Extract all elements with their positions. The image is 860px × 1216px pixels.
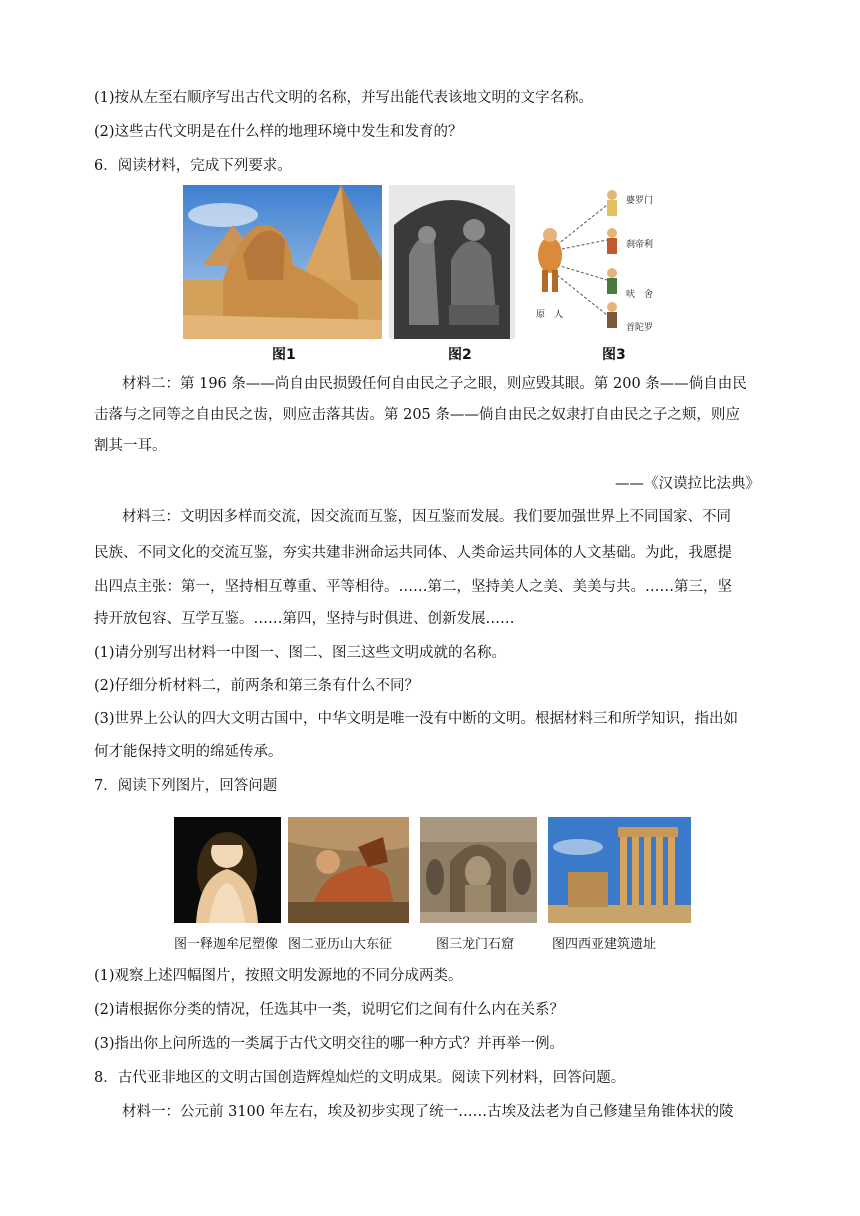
material2-line1: 材料二：第 196 条——尚自由民损毁任何自由民之子之眼，则应毁其眼。第 200 条——倘自由民 <box>122 376 747 392</box>
q5-part2: (2)这些古代文明是在什么样的地理环境中发生和发育的？ <box>94 124 463 140</box>
q6-part1: (1)请分别写出材料一中图一、图二、图三这些文明成就的名称。 <box>94 645 507 661</box>
caste-label-shudra: 首陀罗 <box>626 323 654 333</box>
longmen-grottoes-image <box>420 817 537 923</box>
figure-two-caption: 图二亚历山大东征 <box>288 937 393 952</box>
caste-label-kshatriya: 刹帝利 <box>626 240 654 250</box>
alexander-campaign-image <box>288 817 409 923</box>
figure-one-caption: 图一释迦牟尼塑像 <box>174 937 279 952</box>
material3-line3: 出四点主张：第一，坚持相互尊重、平等相待。……第二，坚持美人之美、美美与共。……第三，坚 <box>94 579 732 595</box>
material3-line4: 持开放包容、互学互鉴。……第四，坚持与时俱进、创新发展…… <box>94 611 515 627</box>
caste-label-brahmin: 婆罗门 <box>626 196 654 206</box>
figure-three-caption: 图三龙门石窟 <box>436 937 515 952</box>
q7-part1: (1)观察上述四幅图片，按照文明发源地的不同分成两类。 <box>94 968 463 984</box>
material2-line3: 割其一耳。 <box>94 438 167 454</box>
sphinx-pyramid-image <box>183 185 382 339</box>
material2-source: ——《汉谟拉比法典》 <box>615 476 760 492</box>
q8-heading: 8．古代亚非地区的文明古国创造辉煌灿烂的文明成果。阅读下列材料，回答问题。 <box>94 1070 626 1086</box>
q7-heading: 7．阅读下列图片，回答问题 <box>94 778 278 794</box>
q8-material1-line1: 材料一：公元前 3100 年左右，埃及初步实现了统一……古埃及法老为自己修建呈角锥体状的陵 <box>122 1104 734 1120</box>
q5-part1: (1)按从左至右顺序写出古代文明的名称，并写出能代表该地文明的文字名称。 <box>94 90 594 106</box>
q6-part3-line1: (3)世界上公认的四大文明古国中，中华文明是唯一没有中断的文明。根据材料三和所学知识，指出如 <box>94 711 739 727</box>
west-asia-ruins-image <box>548 817 691 923</box>
q7-part2: (2)请根据你分类的情况，任选其中一类，说明它们之间有什么内在关系？ <box>94 1002 565 1018</box>
caste-label-origin: 原 人 <box>536 310 564 320</box>
q6-heading: 6．阅读材料，完成下列要求。 <box>94 158 292 174</box>
material3-line1: 材料三：文明因多样而交流，因交流而互鉴，因互鉴而发展。我们要加强世界上不同国家、不同 <box>122 509 731 525</box>
figure3-caption: 图3 <box>602 347 626 363</box>
q7-part3: (3)指出你上问所选的一类属于古代文明交往的哪一种方式？并再举一例。 <box>94 1036 565 1052</box>
material2-line2: 击落与之同等之自由民之齿，则应击落其齿。第 205 条——倘自由民之奴隶打自由民之子之颊，则应 <box>94 407 740 423</box>
caste-label-vaishya: 吠 舍 <box>626 290 654 300</box>
hammurabi-stele-image <box>389 185 515 339</box>
q6-part2: (2)仔细分析材料二，前两条和第三条有什么不同？ <box>94 678 420 694</box>
varna-caste-diagram <box>522 185 666 339</box>
material3-line2: 民族、不同文化的交流互鉴，夯实共建非洲命运共同体、人类命运共同体的人文基础。为此，我愿提 <box>94 545 732 561</box>
figure-four-caption: 图四西亚建筑遗址 <box>552 937 657 952</box>
q6-part3-line2: 何才能保持文明的绵延传承。 <box>94 744 283 760</box>
figure2-caption: 图2 <box>448 347 472 363</box>
figure1-caption: 图1 <box>272 347 296 363</box>
buddha-statue-image <box>174 817 281 923</box>
